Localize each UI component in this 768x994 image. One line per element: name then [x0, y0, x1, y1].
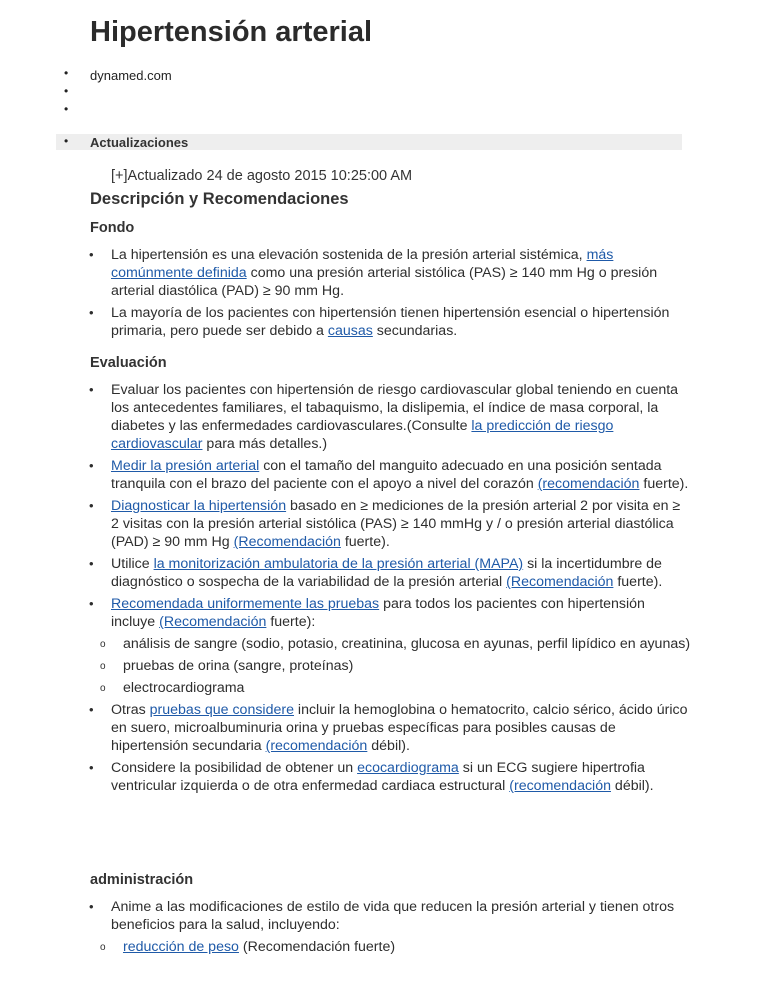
- bullet: o: [100, 683, 106, 694]
- recommendation-link[interactable]: (Recomendación: [233, 534, 341, 550]
- list-item: [89, 898, 691, 934]
- item-text: basado en ≥ mediciones de la presión arterial 2 por visita en ≥ 2 visitas con la presión arterial sistólica (PAS) ≥ 140 mmHg y / o presión arterial diastólica (PAD) ≥ 90 mm Hg: [111, 498, 681, 550]
- fondo-list: [89, 246, 691, 344]
- updates-label: Actualizaciones: [90, 135, 189, 150]
- item-text: como una presión arterial sistólica (PAS) ≥ 140 mm Hg o presión arterial diastólica (PAD) ≥ 90 mm Hg.: [111, 265, 658, 299]
- bullet: •: [89, 305, 94, 320]
- item-text: Evaluar los pacientes con hipertensión de riesgo cardiovascular global teniendo en cuenta los antecedentes familiares, el tabaquismo, la dislipemia, el índice de masa corporal, la diabetes y las enfermedades cardiovasculares.(Consulte: [111, 382, 679, 434]
- item-link[interactable]: Diagnosticar la hipertensión: [111, 498, 287, 514]
- item-text: fuerte).: [639, 476, 689, 492]
- item-text: pruebas de orina (sangre, proteínas): [123, 658, 354, 674]
- list-item: [89, 701, 691, 755]
- list-item: [89, 497, 691, 551]
- section-title: Descripción y Recomendaciones: [90, 190, 349, 208]
- list-item: [0, 102, 700, 120]
- list-item: [89, 457, 691, 493]
- updated-timestamp[interactable]: [+]Actualizado 24 de agosto 2015 10:25:00 AM: [111, 168, 413, 184]
- item-link[interactable]: pruebas que considere: [149, 702, 294, 718]
- item-text: La mayoría de los pacientes con hipertensión tienen hipertensión esencial o hipertensión primaria, pero puede ser debido a: [111, 305, 670, 339]
- item-text: La hipertensión es una elevación sostenida de la presión arterial sistémica,: [111, 247, 587, 263]
- bullet: o: [100, 942, 106, 953]
- list-item: [89, 246, 691, 300]
- sub-list-item: [100, 657, 691, 675]
- item-text: con el tamaño del manguito adecuado en una posición sentada tranquila con el brazo del paciente con el apoyo a nivel del corazón: [111, 458, 662, 492]
- bullet: •: [64, 102, 69, 116]
- item-link[interactable]: Medir la presión arterial: [111, 458, 260, 474]
- item-link[interactable]: reducción de peso: [123, 939, 239, 955]
- sub-list-item: [100, 679, 691, 697]
- item-text: secundarias.: [372, 323, 458, 339]
- item-link[interactable]: Recomendada uniformemente las pruebas: [111, 596, 380, 612]
- bullet: •: [89, 702, 94, 717]
- bullet: •: [89, 382, 94, 397]
- administracion-list: [89, 898, 691, 960]
- item-text: fuerte).: [340, 534, 390, 550]
- item-link[interactable]: la monitorización ambulatoria de la presión arterial (MAPA): [153, 556, 524, 572]
- bullet: •: [64, 134, 69, 148]
- page-title: Hipertensión arterial: [90, 16, 373, 48]
- item-text: si un ECG sugiere hipertrofia ventricular izquierda o de otra enfermedad cardiaca estructural: [111, 760, 645, 794]
- sub-list-item: [100, 635, 691, 653]
- list-item: [0, 66, 700, 84]
- item-text: si la incertidumbre de diagnóstico o sospecha de la variabilidad de la presión arterial: [111, 556, 662, 590]
- heading-administracion: administración: [90, 872, 194, 888]
- updates-bar[interactable]: [56, 134, 682, 150]
- item-link[interactable]: causas: [327, 323, 373, 339]
- recommendation-link[interactable]: (Recomendación: [506, 574, 614, 590]
- list-item: [89, 555, 691, 591]
- item-text: fuerte).: [613, 574, 663, 590]
- item-link[interactable]: ecocardiograma: [357, 760, 459, 776]
- item-text: incluir la hemoglobina o hematocrito, calcio sérico, ácido úrico en suero, microalbuminuria orina y pruebas específicas para posibles causas de hipertensión secundaria: [111, 702, 688, 754]
- bullet: •: [89, 596, 94, 611]
- item-link[interactable]: más comúnmente definida: [111, 247, 614, 281]
- list-item: [89, 381, 691, 453]
- heading-evaluacion: Evaluación: [90, 355, 167, 371]
- bullet: •: [64, 84, 69, 98]
- sub-list-item: [100, 938, 691, 956]
- item-text: para más detalles.): [202, 436, 328, 452]
- bullet: o: [100, 661, 106, 672]
- item-text: para todos los pacientes con hipertensión incluye: [111, 596, 645, 630]
- evaluacion-list: [89, 381, 691, 799]
- item-text: fuerte):: [266, 614, 316, 630]
- bullet: o: [100, 639, 106, 650]
- item-text: Considere la posibilidad de obtener un: [111, 760, 358, 776]
- recommendation-link[interactable]: (recomendación: [509, 778, 611, 794]
- bullet: •: [89, 247, 94, 262]
- recommendation-link[interactable]: (Recomendación: [159, 614, 267, 630]
- item-text: Anime a las modificaciones de estilo de vida que reducen la presión arterial y tienen otros beneficios para la salud, incluyendo:: [111, 899, 675, 933]
- item-text: electrocardiograma: [123, 680, 245, 696]
- item-link[interactable]: la predicción de riesgo cardiovascular: [111, 418, 614, 452]
- source-list: [0, 66, 700, 120]
- list-item: [89, 304, 691, 340]
- heading-fondo: Fondo: [90, 220, 135, 236]
- item-text: Otras: [111, 702, 150, 718]
- list-item: [89, 759, 691, 795]
- item-text: (Recomendación fuerte): [238, 939, 396, 955]
- item-text: débil).: [367, 738, 410, 754]
- bullet: •: [89, 899, 94, 914]
- bullet: •: [89, 760, 94, 775]
- list-item: [0, 84, 700, 102]
- source-link[interactable]: dynamed.com: [90, 68, 172, 83]
- item-text: débil).: [610, 778, 654, 794]
- bullet: •: [89, 498, 94, 513]
- item-text: Utilice: [111, 556, 154, 572]
- list-item: [89, 595, 691, 631]
- bullet: •: [89, 458, 94, 473]
- bullet: •: [89, 556, 94, 571]
- recommendation-link[interactable]: (recomendación: [265, 738, 368, 754]
- item-text: análisis de sangre (sodio, potasio, creatinina, glucosa en ayunas, perfil lipídico en ayunas): [123, 636, 691, 652]
- recommendation-link[interactable]: (recomendación: [537, 476, 640, 492]
- bullet: •: [64, 66, 69, 80]
